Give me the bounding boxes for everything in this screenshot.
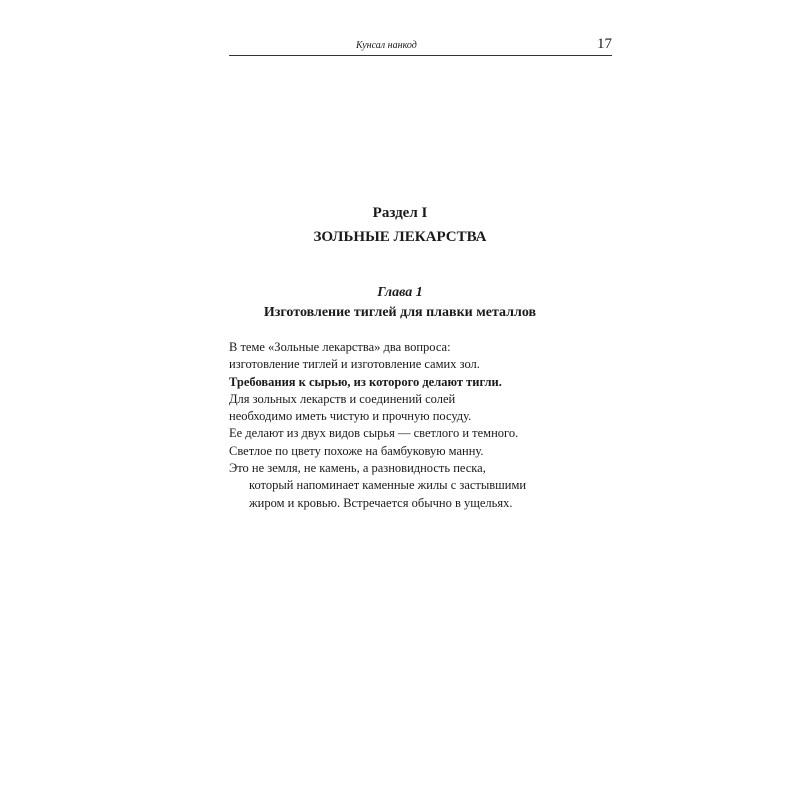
body-line: Это не земля, не камень, а разновидность песка, bbox=[229, 461, 486, 476]
chapter-label: Глава 1 bbox=[377, 285, 423, 300]
page-number: 17 bbox=[597, 36, 612, 52]
body-line: изготовление тиглей и изготовление самих зол. bbox=[229, 357, 480, 372]
body-line-indented: который напоминает каменные жилы с застывшими bbox=[249, 478, 527, 493]
body-text bbox=[229, 339, 629, 512]
body-line: необходимо иметь чистую и прочную посуду. bbox=[229, 409, 472, 424]
header-rule bbox=[229, 55, 612, 56]
chapter-title: Изготовление тиглей для плавки металлов bbox=[263, 305, 537, 320]
body-line-bold: Требования к сырью, из которого делают тигли. bbox=[229, 374, 502, 389]
body-line: В теме «Зольные лекарства» два вопроса: bbox=[229, 340, 451, 354]
body-line: Ее делают из двух видов сырья — светлого и темного. bbox=[229, 426, 519, 441]
section-label: Раздел I bbox=[372, 205, 428, 221]
section-title: ЗОЛЬНЫЕ ЛЕКАРСТВА bbox=[313, 229, 487, 245]
body-line: Светлое по цвету похоже на бамбуковую манну. bbox=[229, 443, 484, 458]
body-line: Для зольных лекарств и соединений солей bbox=[229, 391, 456, 406]
running-title: Кунсал нанкод bbox=[356, 40, 417, 51]
body-line-indented: жиром и кровью. Встречается обычно в ущельях. bbox=[249, 495, 513, 510]
